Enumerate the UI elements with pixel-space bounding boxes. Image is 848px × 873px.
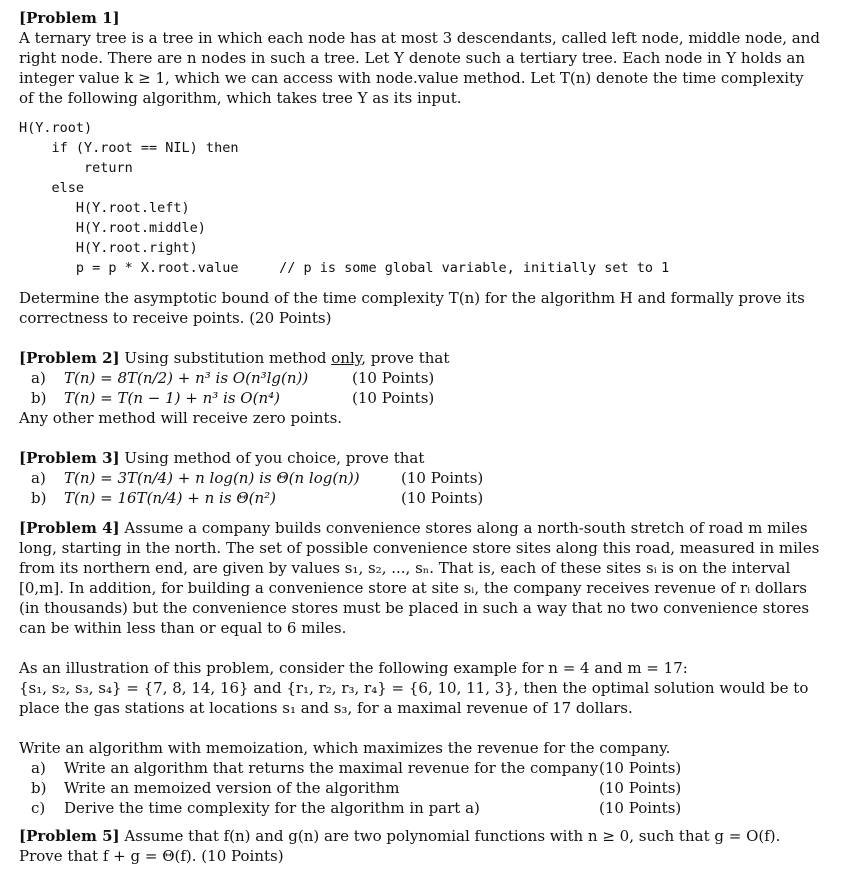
problem-4-first-line: Assume a company builds convenience stores along a north-south stretch of road m miles [119,519,808,537]
problem-4-task: Write an algorithm with memoization, which maximizes the revenue for the company. [19,739,671,757]
code-line: else [19,180,85,196]
problem-4-example-line: {s₁, s₂, s₃, s₄} = {7, 8, 14, 16} and {r₁, r₂, r₃, r₄} = {6, 10, 11, 3}, then the optimal solution would be to [19,679,809,697]
document-page [19,8,831,866]
code-line: return [19,160,133,176]
problem-4-text-line: [0,m]. In addition, for building a convenience store at site sᵢ, the company receives revenue of rᵢ dollars [19,579,807,597]
problem-4-text-line [19,518,831,538]
problem-3-item-b [19,488,831,508]
code-line: H(Y.root) [19,120,93,136]
item-label: a) [31,469,46,487]
problem-1-task-line: correctness to receive points. (20 Points) [19,309,332,327]
item-label: c) [31,799,46,817]
problem-2-item-b [19,388,831,408]
item-text: Derive the time complexity for the algorithm in part a) [64,799,480,817]
code-line: H(Y.root.left) [19,200,190,216]
item-text: Write an algorithm that returns the maximal revenue for the company [64,759,599,777]
problem-4-text-line: (in thousands) but the convenience stores must be placed in such a way that no two convenience stores [19,599,810,617]
problem-4-text-line: from its northern end, are given by values s₁, s₂, ..., sₙ. That is, each of these sites sᵢ is on the interval [19,559,791,577]
code-line: if (Y.root == NIL) then [19,140,239,156]
item-points: (10 Points) [599,779,682,797]
problem-4-example-line: As an illustration of this problem, consider the following example for n = 4 and m = 17: [19,659,688,677]
item-points: (10 Points) [352,389,435,407]
problem-4-text-line: can be within less than or equal to 6 miles. [19,619,347,637]
code-line: H(Y.root.middle) [19,220,206,236]
item-text: T(n) = 3T(n/4) + n log(n) is Θ(n log(n)) [64,469,360,487]
problem-2-only: only [331,349,362,367]
problem-4-heading: [Problem 4] [19,519,120,537]
problem-4-item-b [19,778,831,798]
problem-1-text-line: of the following algorithm, which takes tree Y as its input. [19,89,462,107]
code-line: p = p * X.root.value // p is some global variable, initially set to 1 [19,260,670,276]
problem-5-line [19,826,831,846]
item-points: (10 Points) [599,759,682,777]
problem-2-intro-end: , prove that [361,349,450,367]
problem-4-item-a [19,758,831,778]
item-label: b) [31,389,47,407]
problem-4-item-c [19,798,831,818]
problem-2-note: Any other method will receive zero points. [19,409,343,427]
problem-2-intro-text: Using substitution method [119,349,332,367]
problem-1-text-line: integer value k ≥ 1, which we can access with node.value method. Let T(n) denote the time complexity [19,69,804,87]
problem-3-intro [19,448,831,468]
problem-3-item-a [19,468,831,488]
problem-5-line: Prove that f + g = Θ(f). (10 Points) [19,847,284,865]
item-text: Write an memoized version of the algorithm [64,779,400,797]
item-text: T(n) = 8T(n/2) + n³ is O(n³lg(n)) [64,369,309,387]
problem-1-text-line: A ternary tree is a tree in which each node has at most 3 descendants, called left node, middle node, and [19,29,820,47]
item-label: b) [31,489,47,507]
item-points: (10 Points) [352,369,435,387]
problem-1-task-line: Determine the asymptotic bound of the time complexity T(n) for the algorithm H and formally prove its [19,289,805,307]
item-points: (10 Points) [401,469,484,487]
problem-5-first-line: Assume that f(n) and g(n) are two polynomial functions with n ≥ 0, such that g = O(f). [119,827,781,845]
item-text: T(n) = 16T(n/4) + n is Θ(n²) [64,489,276,507]
item-label: a) [31,759,46,777]
item-points: (10 Points) [401,489,484,507]
item-label: a) [31,369,46,387]
problem-4-example-line: place the gas stations at locations s₁ and s₃, for a maximal revenue of 17 dollars. [19,699,633,717]
problem-3-heading: [Problem 3] [19,449,120,467]
problem-1-text-line: right node. There are n nodes in such a tree. Let Y denote such a tertiary tree. Each node in Y holds an [19,49,806,67]
problem-2-heading: [Problem 2] [19,349,120,367]
problem-5-heading: [Problem 5] [19,827,120,845]
item-text: T(n) = T(n − 1) + n³ is O(n⁴) [64,389,280,407]
problem-1-heading: [Problem 1] [19,9,120,27]
problem-4-text-line: long, starting in the north. The set of possible convenience store sites along this road, measured in miles [19,539,820,557]
problem-3-intro-text: Using method of you choice, prove that [119,449,425,467]
code-line: H(Y.root.right) [19,240,198,256]
item-label: b) [31,779,47,797]
item-points: (10 Points) [599,799,682,817]
problem-2-item-a [19,368,831,388]
problem-2-intro [19,348,831,368]
